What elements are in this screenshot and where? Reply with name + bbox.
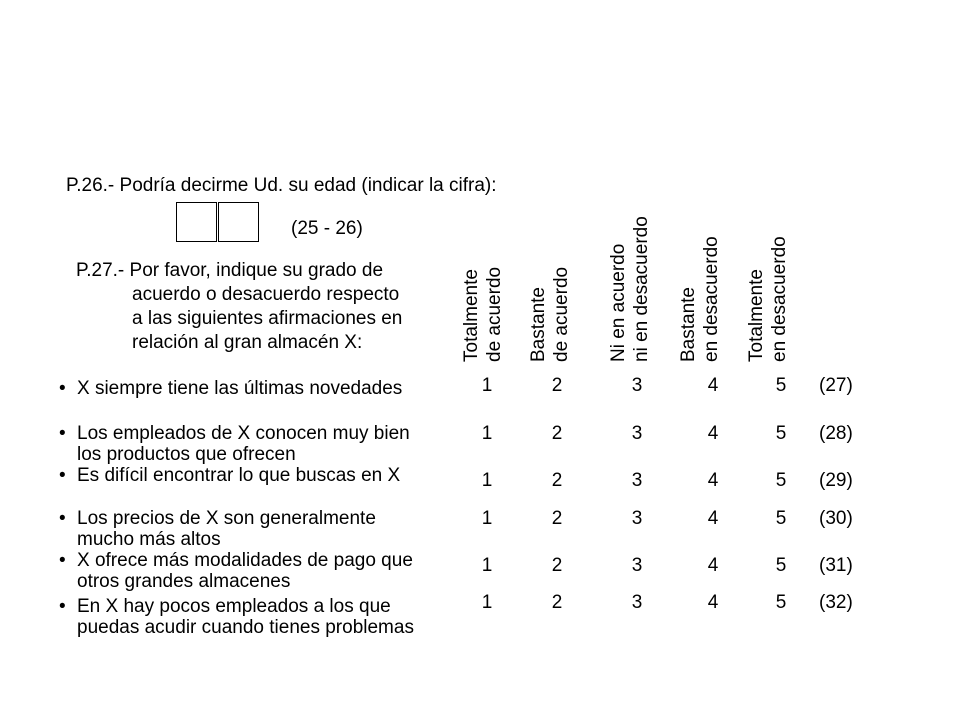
scale-header-line: en desacuerdo: [769, 236, 790, 362]
rating-option[interactable]: 2: [551, 592, 563, 613]
statement-line: Los precios de X son generalmente: [77, 508, 376, 529]
statement-line: Los empleados de X conocen muy bien: [77, 423, 410, 444]
rating-option[interactable]: 2: [551, 508, 563, 529]
rating-option[interactable]: 5: [775, 555, 787, 576]
scale-header-line: Totalmente: [746, 269, 767, 362]
bullet-icon: •: [59, 508, 66, 529]
statement-code: (30): [819, 508, 853, 529]
question-27-line: P.27.- Por favor, indique su grado de: [76, 260, 384, 281]
statement-line: mucho más altos: [77, 529, 221, 550]
scale-header-line: Bastante: [678, 287, 699, 362]
rating-option[interactable]: 2: [551, 555, 563, 576]
rating-option[interactable]: 4: [707, 470, 719, 491]
scale-header-bastante-de-acuerdo: [527, 267, 573, 362]
statement-line: X siempre tiene las últimas novedades: [77, 378, 403, 399]
rating-option[interactable]: 3: [631, 375, 643, 396]
bullet-icon: •: [59, 465, 66, 486]
age-digit-box-2[interactable]: [218, 202, 259, 242]
statement-line: puedas acudir cuando tienes problemas: [77, 617, 414, 638]
rating-option[interactable]: 2: [551, 423, 563, 444]
rating-option[interactable]: 5: [775, 508, 787, 529]
statement-line: los productos que ofrecen: [77, 444, 296, 465]
bullet-icon: •: [59, 596, 66, 617]
scale-header-line: ni en desacuerdo: [631, 216, 652, 362]
scale-header-line: Bastante: [528, 287, 549, 362]
statement-code: (32): [819, 592, 853, 613]
statement-code: (28): [819, 423, 853, 444]
scale-header-line: Ni en acuerdo: [608, 243, 629, 362]
statement-line: otros grandes almacenes: [77, 571, 291, 592]
rating-option[interactable]: 1: [481, 423, 493, 444]
scale-header-line: de acuerdo: [551, 266, 572, 362]
rating-option[interactable]: 1: [481, 592, 493, 613]
scale-header-totalmente-de-acuerdo: [460, 267, 506, 362]
question-27-line: relación al gran almacén X:: [132, 332, 363, 353]
rating-option[interactable]: 2: [551, 375, 563, 396]
rating-option[interactable]: 4: [707, 375, 719, 396]
scale-header-totalmente-en-desacuerdo: [745, 236, 791, 362]
rating-option[interactable]: 1: [481, 508, 493, 529]
rating-option[interactable]: 1: [481, 375, 493, 396]
rating-option[interactable]: 4: [707, 555, 719, 576]
age-digit-box-1[interactable]: [176, 202, 217, 242]
scale-header-bastante-en-desacuerdo: [677, 236, 723, 362]
scale-header-line: en desacuerdo: [701, 236, 722, 362]
rating-option[interactable]: 3: [631, 555, 643, 576]
rating-option[interactable]: 3: [631, 470, 643, 491]
question-26-code: (25 - 26): [291, 218, 363, 239]
rating-option[interactable]: 3: [631, 592, 643, 613]
rating-option[interactable]: 1: [481, 470, 493, 491]
bullet-icon: •: [59, 378, 66, 399]
rating-option[interactable]: 4: [707, 508, 719, 529]
statement-line: Es difícil encontrar lo que buscas en X: [77, 465, 401, 486]
question-27-line: a las siguientes afirmaciones en: [132, 308, 403, 329]
question-27-text: [76, 259, 402, 355]
rating-option[interactable]: 3: [631, 508, 643, 529]
rating-option[interactable]: 4: [707, 592, 719, 613]
scale-header-line: Totalmente: [461, 269, 482, 362]
question-26-text: P.26.- Podría decirme Ud. su edad (indicar la cifra):: [66, 175, 497, 196]
statement-code: (31): [819, 555, 853, 576]
bullet-icon: •: [59, 423, 66, 444]
rating-option[interactable]: 5: [775, 592, 787, 613]
statement-line: En X hay pocos empleados a los que: [77, 596, 391, 617]
rating-option[interactable]: 2: [551, 470, 563, 491]
rating-option[interactable]: 3: [631, 423, 643, 444]
scale-header-ni-en-acuerdo: [607, 216, 653, 362]
statement-code: (27): [819, 375, 853, 396]
scale-header-line: de acuerdo: [484, 266, 505, 362]
bullet-icon: •: [59, 550, 66, 571]
rating-option[interactable]: 5: [775, 470, 787, 491]
question-27-line: acuerdo o desacuerdo respecto: [132, 284, 400, 305]
statement-code: (29): [819, 470, 853, 491]
rating-option[interactable]: 5: [775, 423, 787, 444]
rating-option[interactable]: 5: [775, 375, 787, 396]
statement-line: X ofrece más modalidades de pago que: [77, 550, 413, 571]
rating-option[interactable]: 4: [707, 423, 719, 444]
rating-option[interactable]: 1: [481, 555, 493, 576]
